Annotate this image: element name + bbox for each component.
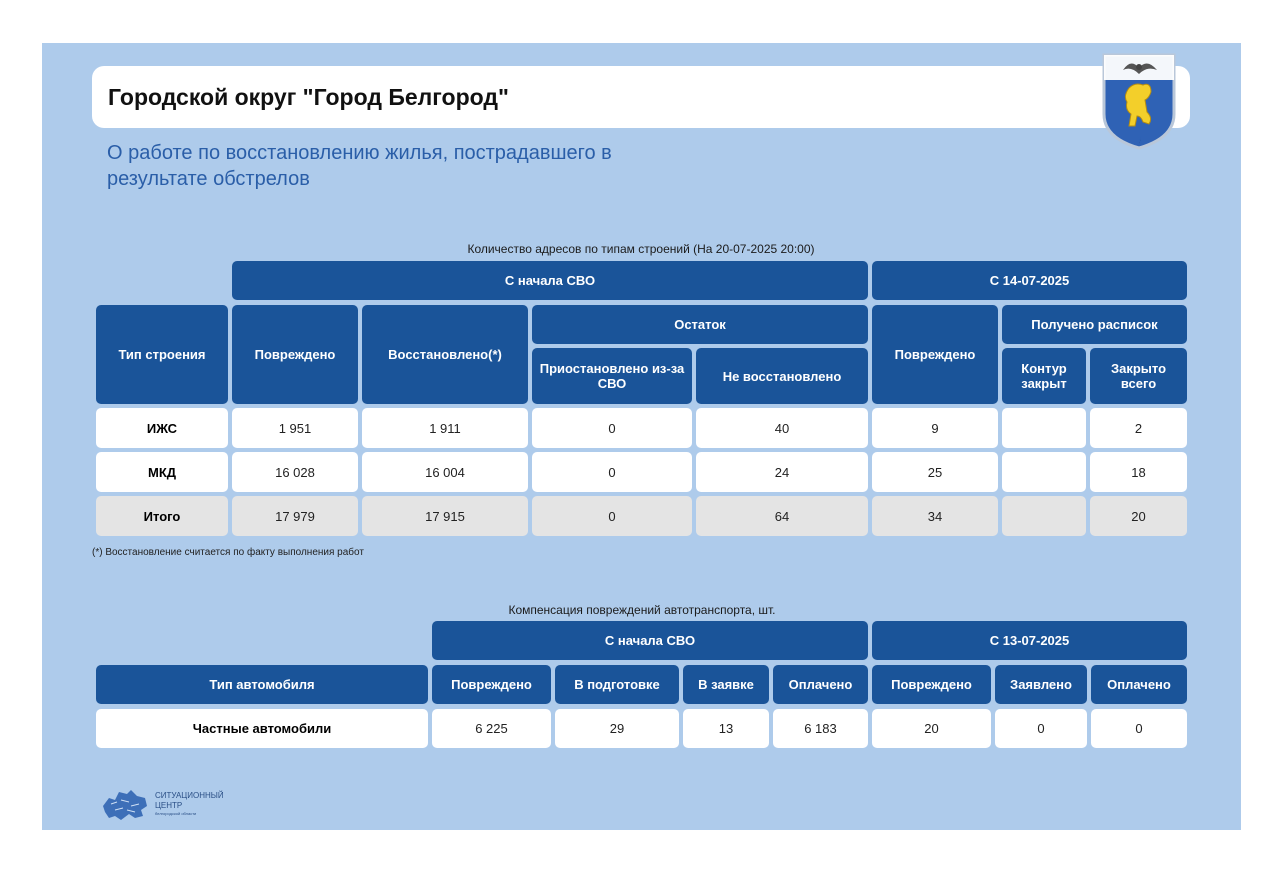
housing-group-remainder: Остаток: [532, 305, 868, 344]
table-cell: 24: [696, 452, 868, 492]
vehicle-col-type: Тип автомобиля: [96, 665, 428, 704]
housing-table-caption: Количество адресов по типам строений (На 20-07-2025 20:00): [467, 242, 815, 256]
table-cell: 0: [532, 496, 692, 536]
table-cell: 64: [696, 496, 868, 536]
housing-col-not-restored: Не восстановлено: [696, 348, 868, 404]
logo-line-3: белгородской области: [155, 811, 197, 816]
vehicle-col-paid-recent: Оплачено: [1091, 665, 1187, 704]
housing-col-type: Тип строения: [96, 305, 228, 404]
subtitle-line-2: результате обстрелов: [107, 168, 310, 190]
coat-of-arms-icon: [1101, 52, 1177, 150]
table-cell: [1002, 452, 1086, 492]
housing-col-suspended: Приостановлено из-за СВО: [532, 348, 692, 404]
logo-line-2: ЦЕНТР: [155, 801, 183, 810]
footnote: (*) Восстановление считается по факту выполнения работ: [92, 547, 364, 558]
table-cell: 6 183: [773, 709, 868, 748]
housing-col-closed: Закрыто всего: [1090, 348, 1187, 404]
table-cell: 1 951: [232, 408, 358, 448]
table-row-label: МКД: [96, 452, 228, 492]
table-row-label: ИЖС: [96, 408, 228, 448]
table-cell: 16 004: [362, 452, 528, 492]
table-cell: [1002, 408, 1086, 448]
table-cell: 13: [683, 709, 769, 748]
logo-line-1: СИТУАЦИОННЫЙ: [155, 791, 224, 800]
table-cell: 18: [1090, 452, 1187, 492]
vehicle-col-declared: Заявлено: [995, 665, 1087, 704]
housing-col-contour: Контур закрыт: [1002, 348, 1086, 404]
subtitle: [107, 140, 747, 192]
table-cell: 25: [872, 452, 998, 492]
page-title: Городской округ "Город Белгород": [108, 84, 509, 110]
subtitle-line-1: О работе по восстановлению жилья, пострадавшего в: [107, 142, 612, 164]
table-cell: 34: [872, 496, 998, 536]
table-cell: 1 911: [362, 408, 528, 448]
table-cell: 0: [532, 408, 692, 448]
vehicle-col-request: В заявке: [683, 665, 769, 704]
table-cell: 40: [696, 408, 868, 448]
table-cell: 2: [1090, 408, 1187, 448]
vehicle-col-preparing: В подготовке: [555, 665, 679, 704]
table-cell: 20: [1090, 496, 1187, 536]
vehicle-group-since-date: С 13-07-2025: [872, 621, 1187, 660]
logo-text: [155, 791, 224, 817]
housing-col-damaged: Повреждено: [232, 305, 358, 404]
table-cell: 29: [555, 709, 679, 748]
vehicle-col-damaged-recent: Повреждено: [872, 665, 991, 704]
table-total-label: Итого: [96, 496, 228, 536]
table-cell: 0: [532, 452, 692, 492]
housing-col-restored: Восстановлено(*): [362, 305, 528, 404]
vehicle-col-damaged: Повреждено: [432, 665, 551, 704]
table-cell: 20: [872, 709, 991, 748]
table-cell: 0: [995, 709, 1087, 748]
table-cell: 17 979: [232, 496, 358, 536]
table-row-label: Частные автомобили: [96, 709, 428, 748]
table-cell: 16 028: [232, 452, 358, 492]
table-cell: [1002, 496, 1086, 536]
housing-group-receipts: Получено расписок: [1002, 305, 1187, 344]
housing-group-since-svo: С начала СВО: [232, 261, 868, 300]
housing-col-damaged-recent: Повреждено: [872, 305, 998, 404]
table-cell: 9: [872, 408, 998, 448]
table-cell: 6 225: [432, 709, 551, 748]
vehicle-group-since-svo: С начала СВО: [432, 621, 868, 660]
vehicle-col-paid: Оплачено: [773, 665, 868, 704]
table-cell: 17 915: [362, 496, 528, 536]
housing-group-since-date: С 14-07-2025: [872, 261, 1187, 300]
vehicle-table-caption: Компенсация повреждений автотранспорта, шт.: [508, 603, 776, 617]
table-cell: 0: [1091, 709, 1187, 748]
region-map-icon: [101, 788, 149, 822]
